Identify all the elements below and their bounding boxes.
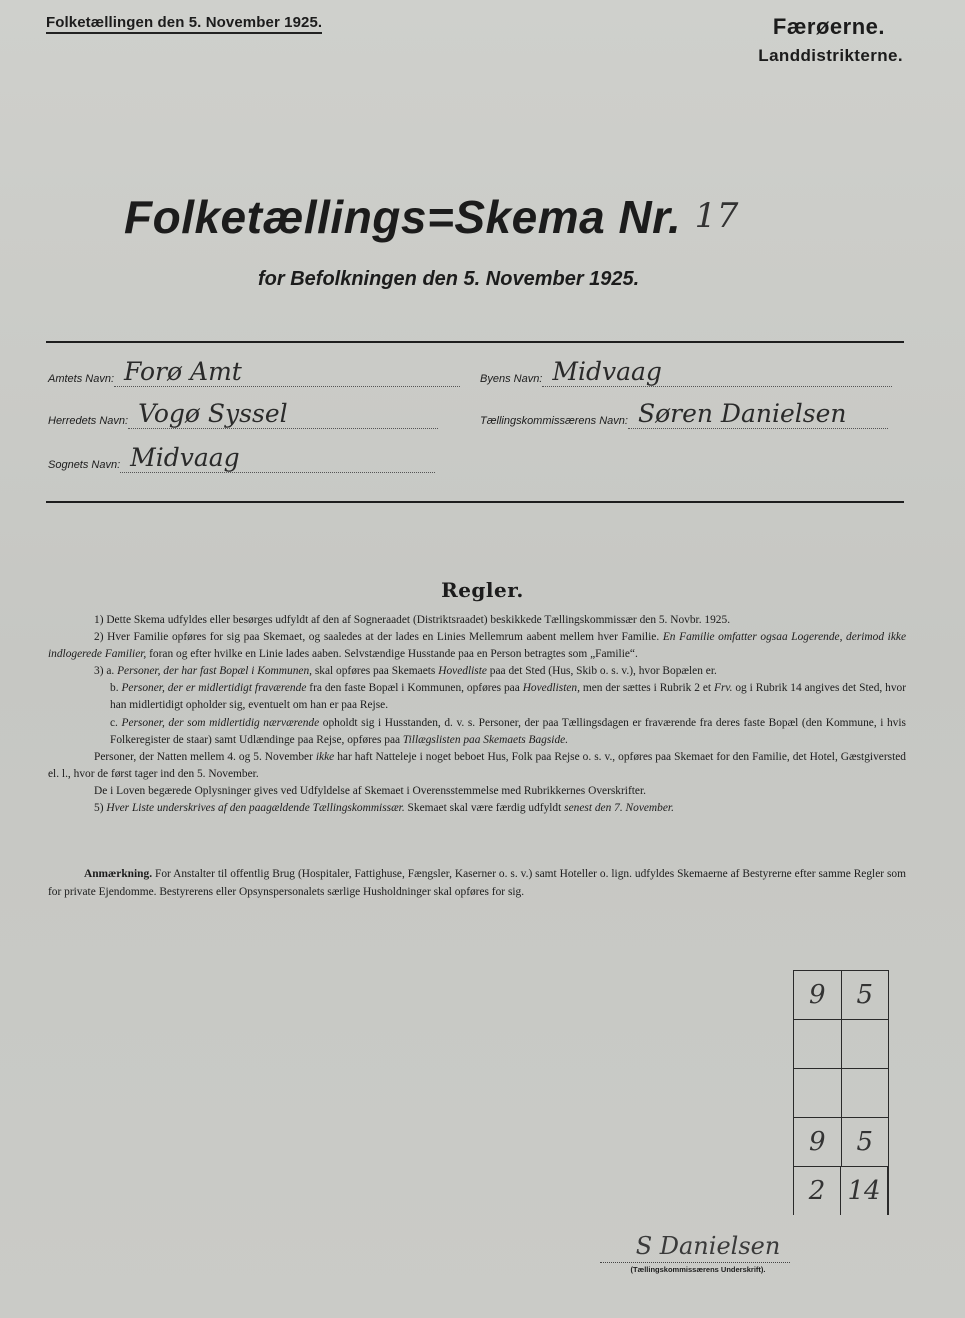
tally-row — [794, 1167, 888, 1215]
rule-3a-part-5: paa det Sted (Hus, Skib o. s. v.), hvor Bopælen er. — [486, 665, 717, 678]
rule-3b-part-7: og i Rubrik 14 angives det Sted, hvor han midlertidigt opholder sig, eventuelt om han er paa Rejse. — [110, 682, 907, 712]
signature-label: (Tællingskommissærens Underskrift). — [630, 1265, 766, 1274]
rule-3d — [48, 749, 906, 783]
tally-cell — [842, 1069, 889, 1117]
tally-cell: 9 — [794, 1118, 842, 1166]
signature-line — [600, 1262, 790, 1263]
kommissaer-field — [480, 400, 888, 429]
tally-box — [793, 970, 889, 1215]
rule-5-part-1: 5) — [94, 802, 107, 815]
tally-cell — [794, 1069, 842, 1117]
rule-3b-part-4: Hovedlisten, — [522, 682, 580, 695]
rule-3a-part-2: Personer, der har fast Bopæl i Kommunen, — [117, 665, 312, 678]
rule-3b-part-3: fra den faste Bopæl i Kommunen, opføres paa — [306, 682, 523, 695]
rule-3d-part-1: Personer, der Natten mellem 4. og 5. November — [94, 750, 316, 763]
rule-3b-part-6: Frv. — [714, 682, 733, 695]
tally-row — [794, 1020, 888, 1069]
tally-cell: 14 — [841, 1167, 888, 1215]
rule-3b-part-5: men der sættes i Rubrik 2 et — [579, 682, 714, 695]
rules-body — [48, 612, 906, 817]
amt-value: Forø Amt — [114, 358, 460, 387]
tally-cell — [842, 1020, 889, 1068]
note-block — [48, 866, 906, 901]
rules-heading: Regler. — [441, 578, 524, 602]
note-label: Anmærkning. — [84, 868, 153, 880]
by-field — [480, 358, 892, 387]
tally-cell: 5 — [856, 980, 874, 1010]
tally-cell: 2 — [794, 1167, 841, 1215]
rule-3c-part-2: Personer, der som midlertidig nærværende — [121, 716, 320, 729]
rule-3d-part-2: ikke — [315, 750, 335, 763]
tally-row — [794, 971, 888, 1020]
sogn-label: Sognets Navn: — [48, 459, 121, 471]
rule-3b-part-1: b. — [110, 682, 122, 695]
tally-row — [794, 1069, 888, 1118]
commissioner-signature: S Danielsen — [635, 1232, 781, 1260]
form-subtitle: for Befolkningen den 5. November 1925. — [258, 268, 640, 290]
district-label: Landdistrikterne. — [758, 46, 903, 65]
rule-3c-part-1: c. — [110, 716, 122, 729]
rule-5-part-2: Hver Liste underskrives af den paagældende Tællingskommissær. — [106, 802, 405, 815]
rule-2-part-3: foran og efter hvilke en Linie lades aaben. Selvstændige Husstande paa en Person betragtes som „Familie“. — [146, 648, 638, 661]
herred-value: Vogø Syssel — [128, 400, 438, 429]
amt-field — [48, 358, 460, 387]
herred-field — [48, 400, 438, 429]
rule-3a-part-3: skal opføres paa Skemaets — [312, 665, 439, 678]
divider-bottom — [46, 501, 904, 503]
by-value: Midvaag — [542, 358, 892, 387]
herred-label: Herredets Navn: — [48, 415, 129, 427]
rule-3a-part-1: 3) a. — [94, 665, 118, 678]
rule-3c — [48, 715, 906, 749]
rule-3c-part-4: Tillægslisten paa Skemaets Bagside. — [402, 733, 569, 746]
rule-5 — [48, 800, 906, 817]
tally-row — [794, 1118, 888, 1167]
tally-cell — [794, 1020, 842, 1068]
kommissaer-label: Tællingskommissærens Navn: — [480, 415, 628, 427]
by-label: Byens Navn: — [480, 373, 543, 385]
rule-2-part-1: 2) Hver Familie opføres for sig paa Skemaet, og saaledes at der lades en Linies Mellemrum aabent mellem hver Familie. — [94, 631, 663, 644]
form-title — [124, 190, 755, 244]
rule-4: De i Loven begærede Oplysninger gives ved Udfyldelse af Skemaet i Overensstemmelse med Rubrikkernes Overskrifter. — [94, 784, 646, 797]
tally-cell: 9 — [794, 971, 842, 1019]
sogn-value: Midvaag — [120, 444, 435, 473]
rule-3b — [48, 680, 906, 714]
divider-top — [46, 341, 904, 343]
region-label: Færøerne. — [772, 14, 885, 39]
rule-3c-part-3: opholdt sig i Husstanden, d. v. s. Personer, der paa Tællingsdagen er fraværende fra deres faste Bopæl (den Kommune, i hvis Folkeregister de staar) samt Udlændinge paa Rejse, opføres paa — [110, 716, 906, 746]
rule-1: 1) Dette Skema udfyldes eller besørges udfyldt af den af Sogneraadet (Distriktsraadet) beskikkede Tællingskommissær den 5. Novbr. 1925. — [94, 614, 731, 626]
note-text-block — [48, 866, 906, 901]
kommissaer-value: Søren Danielsen — [628, 400, 888, 429]
form-number: 17 — [694, 196, 739, 236]
rule-2 — [48, 629, 906, 663]
rule-5-part-3: Skemaet skal være færdig udfyldt — [404, 802, 565, 815]
tally-cell: 5 — [856, 1127, 874, 1157]
rule-2-part-2: En Familie omfatter ogsaa Logerende, derimod ikke indlogerede Familier, — [48, 631, 907, 661]
census-header: Folketællingen den 5. November 1925. — [46, 14, 322, 34]
amt-label: Amtets Navn: — [48, 373, 115, 385]
rule-3a-part-4: Hovedliste — [438, 665, 487, 678]
rule-3a — [48, 663, 906, 680]
note-text: For Anstalter til offentlig Brug (Hospitaler, Fattighuse, Fængsler, Kaserner o. s. v.) samt Hoteller o. lign. udfyldes Skemaerne af Bestyrerne efter samme Regler som for private Ejendomme. Bestyrerens eller Opsynspersonalets særlige Husholdninger skal opføres for sig. — [48, 868, 906, 898]
rule-3b-part-2: Personer, der er midlertidigt fraværende — [121, 682, 307, 695]
rule-3d-part-3: har haft Natteleje i noget beboet Hus, Folk paa Rejse o. s. v., opføres paa Skemaet for den Familie, det Hotel, Gæstgiversted el. l., hvor de først tager ind den 5. November. — [48, 750, 906, 780]
sogn-field — [48, 444, 435, 473]
form-title-text: Folketællings=Skema Nr. — [124, 191, 682, 243]
rule-5-part-4: senest den 7. November. — [564, 802, 674, 815]
